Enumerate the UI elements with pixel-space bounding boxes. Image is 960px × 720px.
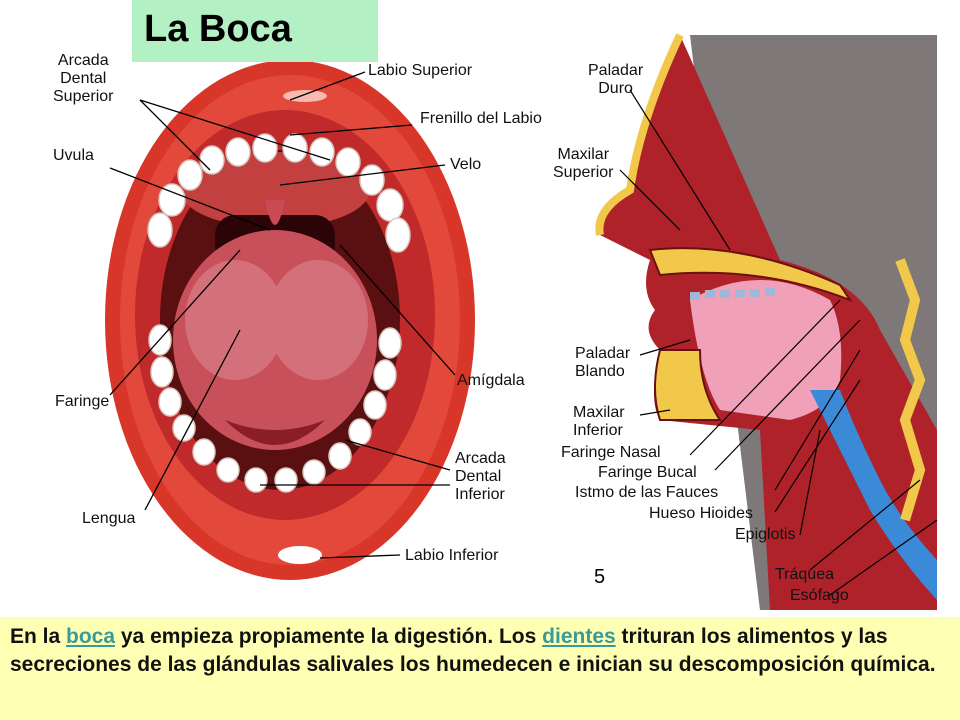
- label-maxilar-inferior: Maxilar Inferior: [573, 404, 625, 439]
- label-arcada-inferior: Arcada Dental Inferior: [455, 450, 506, 503]
- label-maxilar-superior: Maxilar Superior: [553, 146, 614, 181]
- label-istmo: Istmo de las Fauces: [575, 484, 719, 501]
- label-frenillo: Frenillo del Labio: [420, 110, 542, 127]
- label-lengua: Lengua: [82, 510, 136, 527]
- label-hueso-hioides: Hueso Hioides: [649, 505, 754, 522]
- label-traquea: Tráquea: [775, 566, 834, 583]
- label-labio-inferior: Labio Inferior: [405, 547, 499, 564]
- label-labio-superior: Labio Superior: [368, 62, 473, 79]
- caption-part-2: ya empieza propiamente la digestión. Los: [115, 625, 543, 648]
- caption-part-1: En la: [10, 625, 67, 648]
- label-faringe-bucal: Faringe Bucal: [598, 464, 697, 481]
- label-velo: Velo: [450, 156, 482, 173]
- label-faringe-nasal: Faringe Nasal: [561, 444, 661, 461]
- label-amigdala: Amígdala: [457, 372, 525, 389]
- slide-number: 5: [594, 566, 606, 588]
- label-faringe: Faringe: [55, 393, 110, 410]
- label-uvula: Uvula: [53, 147, 94, 164]
- label-epiglotis: Epiglotis: [735, 526, 796, 543]
- label-paladar-blando: Paladar Blando: [575, 345, 631, 380]
- label-esofago: Esófago: [790, 587, 849, 604]
- label-arcada-superior: Arcada Dental Superior: [53, 52, 114, 105]
- title-box: [132, 0, 378, 62]
- slide-title: La Boca: [144, 8, 292, 50]
- caption-text: [10, 623, 950, 679]
- caption-part-3: trituran los alimentos y las secreciones de las glándulas salivales los humedecen e inician su descomposición química.: [10, 625, 936, 676]
- caption-box: [0, 617, 960, 720]
- label-paladar-duro: Paladar Duro: [588, 62, 644, 97]
- link-dientes[interactable]: dientes: [542, 625, 616, 648]
- link-boca[interactable]: boca: [66, 625, 116, 648]
